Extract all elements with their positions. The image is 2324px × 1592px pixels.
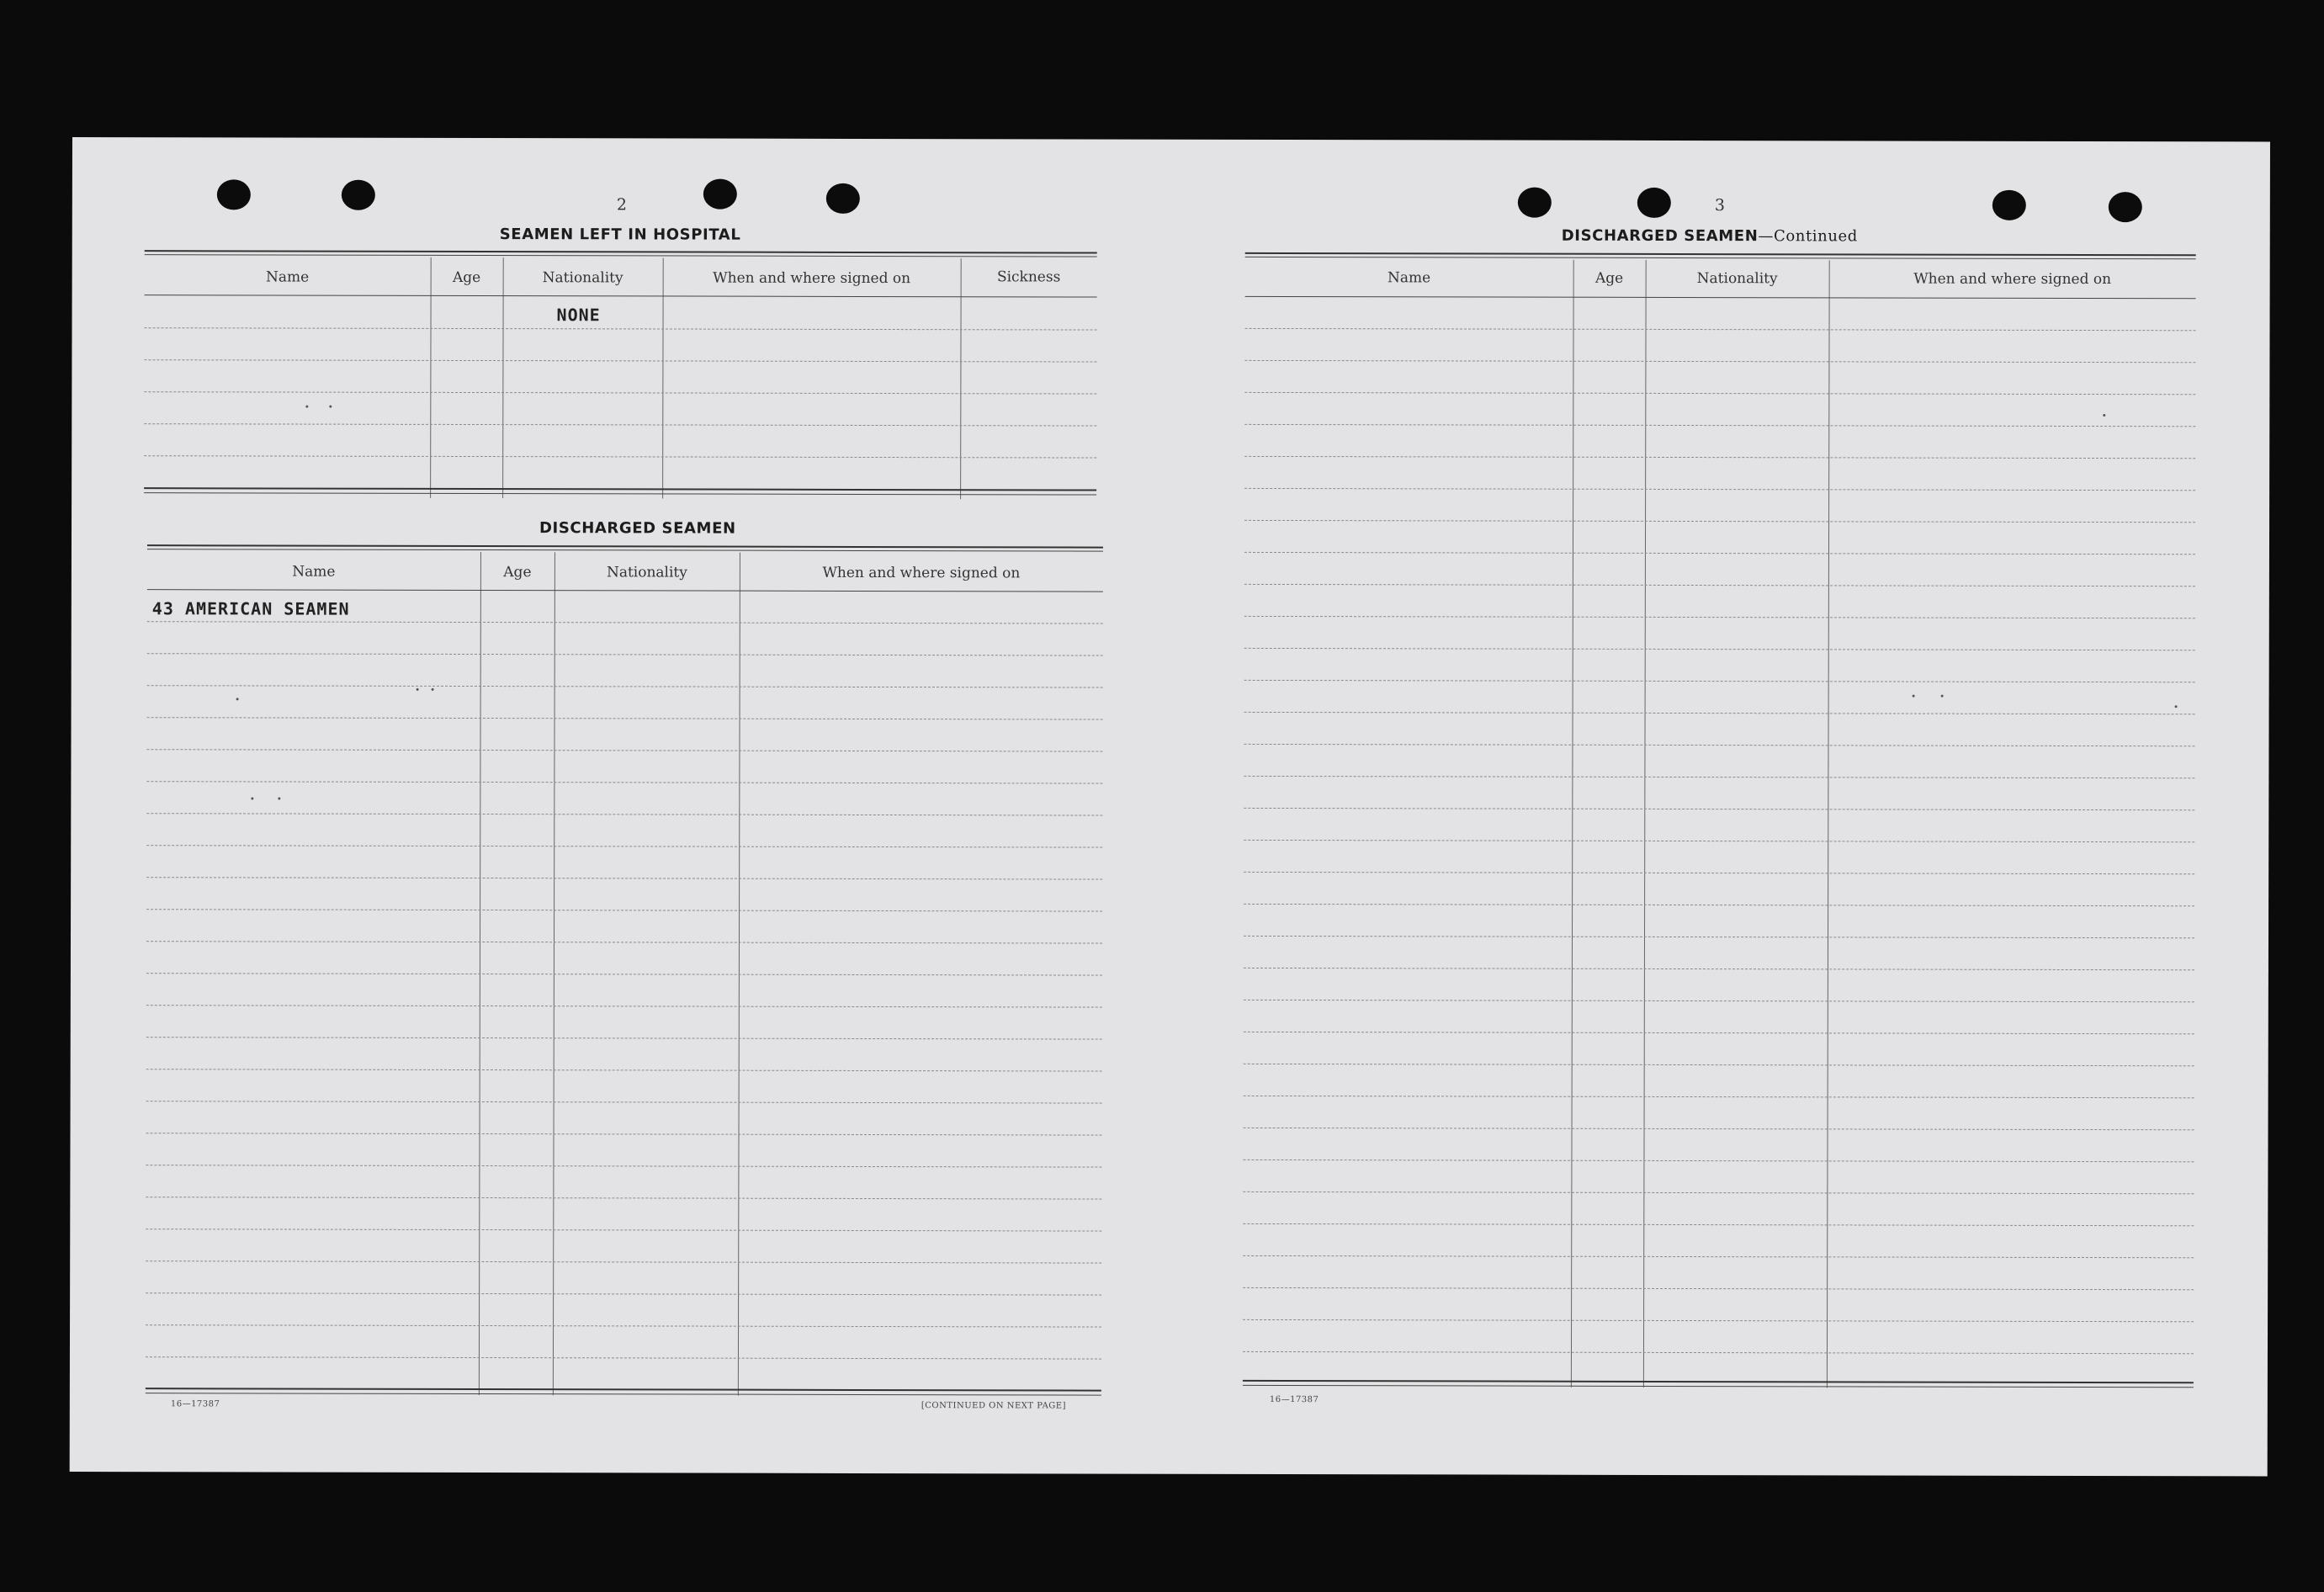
col-header-age: Age: [503, 564, 532, 581]
col-header-name: Name: [292, 563, 336, 581]
discharged-table: [146, 544, 1103, 1396]
discharged-section-title: DISCHARGED SEAMEN: [539, 519, 736, 538]
hospital-table: [144, 250, 1097, 499]
punch-hole: [217, 179, 251, 210]
title-main: DISCHARGED SEAMEN: [1561, 226, 1759, 246]
punch-hole: [1992, 190, 2026, 220]
col-header-nationality: Nationality: [606, 564, 687, 581]
title-continued: —Continued: [1758, 227, 1858, 246]
punch-hole: [826, 183, 860, 214]
page-number-left: 2: [616, 195, 627, 215]
col-header-signed-on: When and where signed on: [713, 269, 911, 288]
paper-speck: [251, 797, 253, 799]
punch-hole: [342, 180, 375, 210]
col-header-signed-on: When and where signed on: [822, 564, 1021, 582]
discharged-continued-title: [1562, 227, 1858, 246]
col-header-age: Age: [453, 268, 481, 287]
col-header-signed-on: When and where signed on: [1913, 270, 2112, 289]
form-sheet: [70, 137, 2270, 1476]
col-header-age: Age: [1595, 269, 1624, 287]
punch-hole: [703, 179, 737, 210]
form-number-left: 16—17387: [170, 1399, 220, 1409]
punch-hole: [1637, 188, 1671, 218]
col-header-name: Name: [266, 268, 310, 286]
punch-hole: [1518, 188, 1552, 218]
col-header-nationality: Nationality: [1696, 270, 1778, 288]
paper-speck: [278, 798, 280, 800]
form-number-right: 16—17387: [1269, 1394, 1319, 1405]
discharged-entry: 43 AMERICAN SEAMEN: [151, 598, 350, 619]
paper-speck: [2103, 414, 2105, 417]
paper-speck: [236, 698, 239, 700]
hospital-section-title: SEAMEN LEFT IN HOSPITAL: [499, 226, 741, 244]
punch-hole: [2109, 192, 2142, 222]
col-header-nationality: Nationality: [542, 269, 623, 287]
paper-speck: [1941, 695, 1944, 698]
continued-note: [CONTINUED ON NEXT PAGE]: [921, 1401, 1067, 1411]
paper-speck: [329, 406, 332, 408]
paper-speck: [417, 688, 419, 691]
hospital-entry: NONE: [556, 305, 601, 326]
paper-speck: [432, 688, 434, 691]
paper-speck: [1913, 695, 1915, 698]
discharged-continued-table: [1243, 252, 2196, 1388]
col-header-sickness: Sickness: [996, 268, 1061, 286]
page-number-right: 3: [1714, 196, 1725, 215]
paper-speck: [305, 406, 308, 408]
col-header-name: Name: [1388, 269, 1431, 287]
paper-speck: [2175, 705, 2178, 708]
